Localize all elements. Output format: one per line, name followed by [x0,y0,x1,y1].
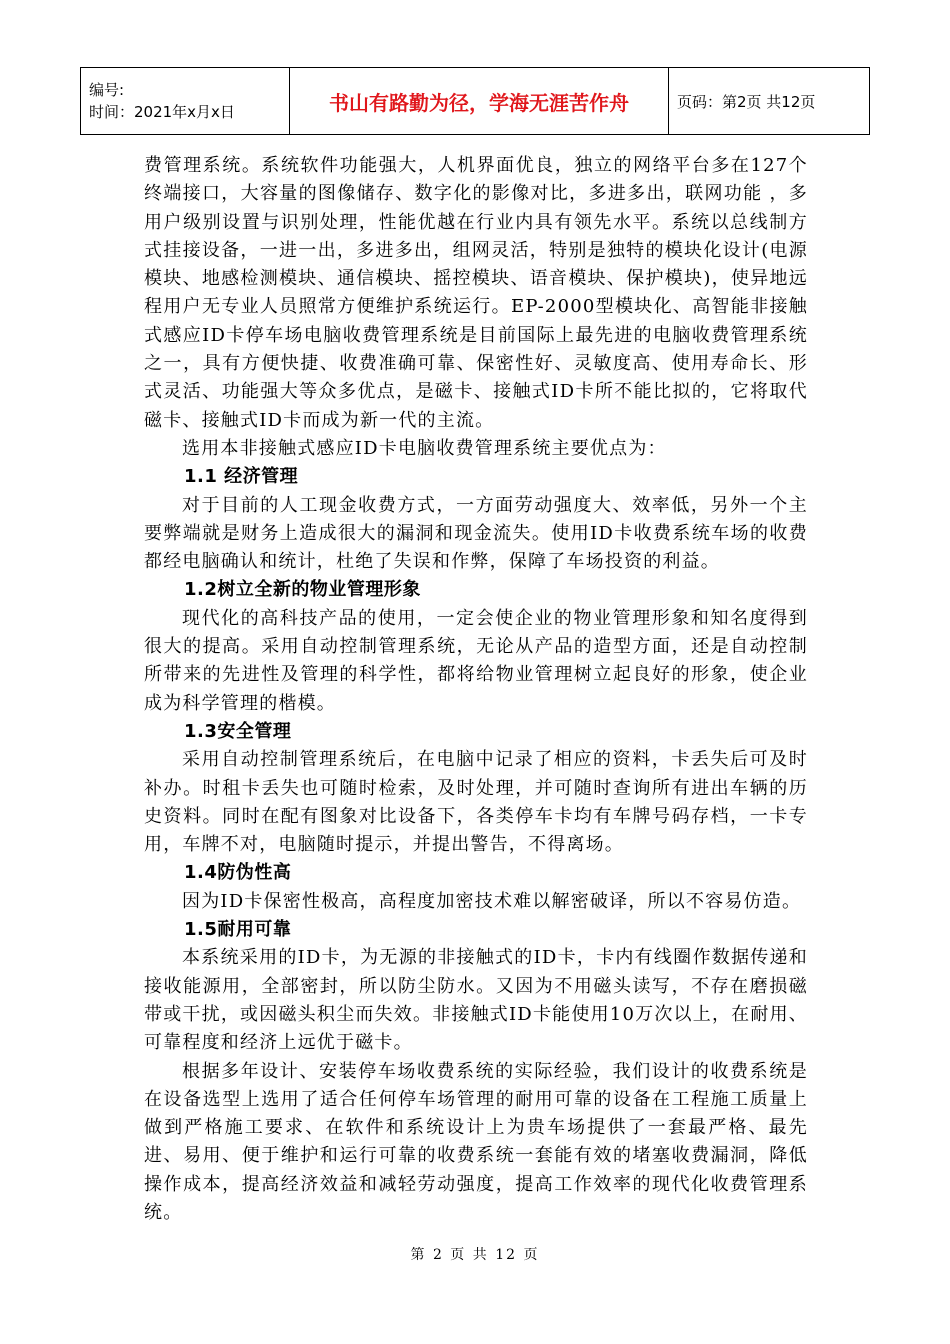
paragraph-conclusion: 根据多年设计、安装停车场收费系统的实际经验，我们设计的收费系统是在设备选型上选用了适合任何停车场管理的耐用可靠的设备在工程施工质量上做到严格施工要求、在软件和系统设计上为贵车场提供了一套最严格、最先进、易用、便于维护和运行可靠的收费系统一套能有效的堵塞收费漏洞，降低操作成本，提高经济效益和减轻劳动强度，提高工作效率的现代化收费管理系统。 [144,1060,808,1223]
paragraph-economic-management: 对于目前的人工现金收费方式，一方面劳动强度大、效率低，另外一个主要弊端就是财务上造成很大的漏洞和现金流失。使用ID卡收费系统车场的收费都经电脑确认和统计，杜绝了失误和作弊，保障了车场投资的利益。 [144,494,808,573]
heading-durability: 1.5耐用可靠 [184,919,292,941]
page-footer: 第 2 页 共 12 页 [410,1247,540,1263]
header-meta [81,68,290,135]
paragraph-advantages-lead: 选用本非接触式感应ID卡电脑收费管理系统主要优点为： [182,437,667,459]
heading-security-management: 1.3安全管理 [184,720,292,742]
document-header [80,67,870,135]
document-body [144,152,808,1227]
paragraph-intro: 费管理系统。系统软件功能强大，人机界面优良，独立的网络平台多在127个终端接口，大容量的图像储存、数字化的影像对比，多进多出，联网功能 ，多用户级别设置与识别处理，性能优越在行业内具有领先水平。系统以总线制方式挂接设备，一进一出，多进多出，组网灵活，特别是独特的模块化设计(电源模块、地感检测模块、通信模块、摇控模块、语音模块、保护模块)，使异地远程用户无专业人员照常方便维护系统运行。EP-2000型模块化、高智能非接触式感应ID卡停车场电脑收费管理系统是目前国际上最先进的电脑收费管理系统之一，具有方便快捷、收费准确可靠、保密性好、灵敏度高、使用寿命长、形式灵活、功能强大等众多优点，是磁卡、接触式ID卡所不能比拟的，它将取代磁卡、接触式ID卡而成为新一代的主流。 [144,155,808,431]
heading-property-image: 1.2树立全新的物业管理形象 [184,579,421,601]
paragraph-durability: 本系统采用的ID卡，为无源的非接触式的ID卡，卡内有线圈作数据传递和接收能源用，全部密封，所以防尘防水。又因为不用磁头读写，不存在磨损磁带或干扰，或因磁头积尘而失效。非接触式ID卡能使用10万次以上，在耐用、可靠程度和经济上远优于磁卡。 [144,947,808,1054]
paragraph-anti-counterfeit: 因为ID卡保密性极高，高程度加密技术难以解密破译，所以不容易仿造。 [182,890,802,912]
number-label: 编号: [89,81,125,99]
header-page-label: 页码：第2页 共12页 [669,68,870,135]
heading-anti-counterfeit: 1.4防伪性高 [184,862,292,884]
time-label: 时间：2021年x月x日 [89,103,235,121]
header-motto: 书山有路勤为径，学海无涯苦作舟 [290,68,669,135]
heading-economic-management: 1.1 经济管理 [184,466,299,488]
paragraph-property-image: 现代化的高科技产品的使用，一定会使企业的物业管理形象和知名度得到很大的提高。采用自动控制管理系统，无论从产品的造型方面，还是自动控制所带来的先进性及管理的科学性，都将给物业管理树立起良好的形象，使企业成为科学管理的楷模。 [144,607,808,714]
paragraph-security-management: 采用自动控制管理系统后，在电脑中记录了相应的资料，卡丢失后可及时补办。时租卡丢失也可随时检索，及时处理，并可随时查询所有进出车辆的历史资料。同时在配有图象对比设备下，各类停车卡均有车牌号码存档，一卡专用，车牌不对，电脑随时提示，并提出警告，不得离场。 [144,749,808,856]
